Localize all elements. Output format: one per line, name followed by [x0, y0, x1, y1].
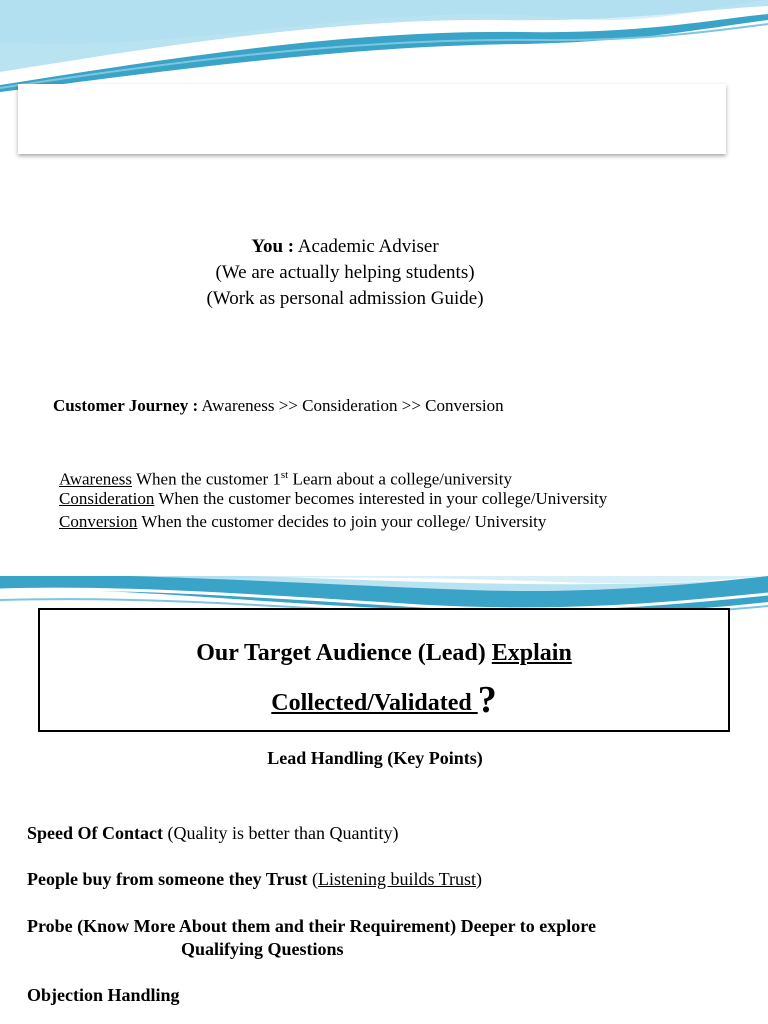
- definition-text: When the customer becomes interested in your college/University: [154, 489, 608, 508]
- target-audience-explain: Explain: [491, 640, 572, 666]
- customer-journey: [53, 394, 504, 418]
- point-detail: Quality is better than Quantity): [173, 823, 399, 843]
- adviser-note-1: (We are actually helping students): [215, 262, 475, 283]
- definition-text: When the customer 1: [132, 469, 281, 489]
- definition-term: Consideration: [59, 489, 155, 508]
- definition-term: Conversion: [59, 512, 138, 531]
- target-audience-heading: [40, 638, 728, 668]
- target-audience-text: Our Target Audience (Lead): [196, 640, 492, 666]
- definition-conversion: [59, 510, 546, 533]
- point-detail: Listening builds Trust: [318, 869, 477, 889]
- definition-superscript: st: [280, 469, 289, 481]
- point-objection-handling: Objection Handling: [27, 985, 180, 1005]
- point-probe-continued: Qualifying Questions: [181, 939, 344, 959]
- question-mark: ?: [477, 679, 497, 721]
- slide-2: [0, 576, 768, 1024]
- target-audience-collected: Collected/Validated: [271, 690, 478, 716]
- definition-text: When the customer decides to join your college/ University: [137, 512, 547, 531]
- definitions-box: [54, 462, 706, 536]
- customer-journey-value: Awareness >> Consideration >> Conversion: [198, 396, 504, 415]
- adviser-role-line: [0, 234, 690, 260]
- point-speed-of-contact: [27, 822, 398, 845]
- point-paren: ): [476, 869, 483, 889]
- target-audience-subheading: [40, 679, 728, 721]
- adviser-note-2: (Work as personal admission Guide): [206, 288, 484, 309]
- adviser-role: Academic Adviser: [294, 236, 439, 257]
- adviser-role-block: [0, 234, 690, 312]
- point-heading: Speed Of Contact: [27, 823, 163, 843]
- point-trust: [27, 868, 482, 891]
- definition-term: Awareness: [59, 469, 133, 489]
- you-label: You :: [251, 236, 295, 257]
- definition-text: Learn about a college/university: [288, 469, 512, 489]
- lead-handling-heading: Lead Handling (Key Points): [267, 748, 483, 768]
- target-audience-box: [38, 608, 730, 732]
- point-heading: People buy from someone they Trust: [27, 869, 308, 889]
- title-placeholder-box: [18, 84, 726, 154]
- wave-header-decoration: [0, 0, 768, 95]
- point-paren: (: [163, 823, 174, 843]
- definition-consideration: [59, 487, 607, 510]
- customer-journey-label: Customer Journey :: [53, 396, 199, 415]
- point-probe: Probe (Know More About them and their Requirement) Deeper to explore: [27, 916, 596, 936]
- point-paren: (: [307, 869, 318, 889]
